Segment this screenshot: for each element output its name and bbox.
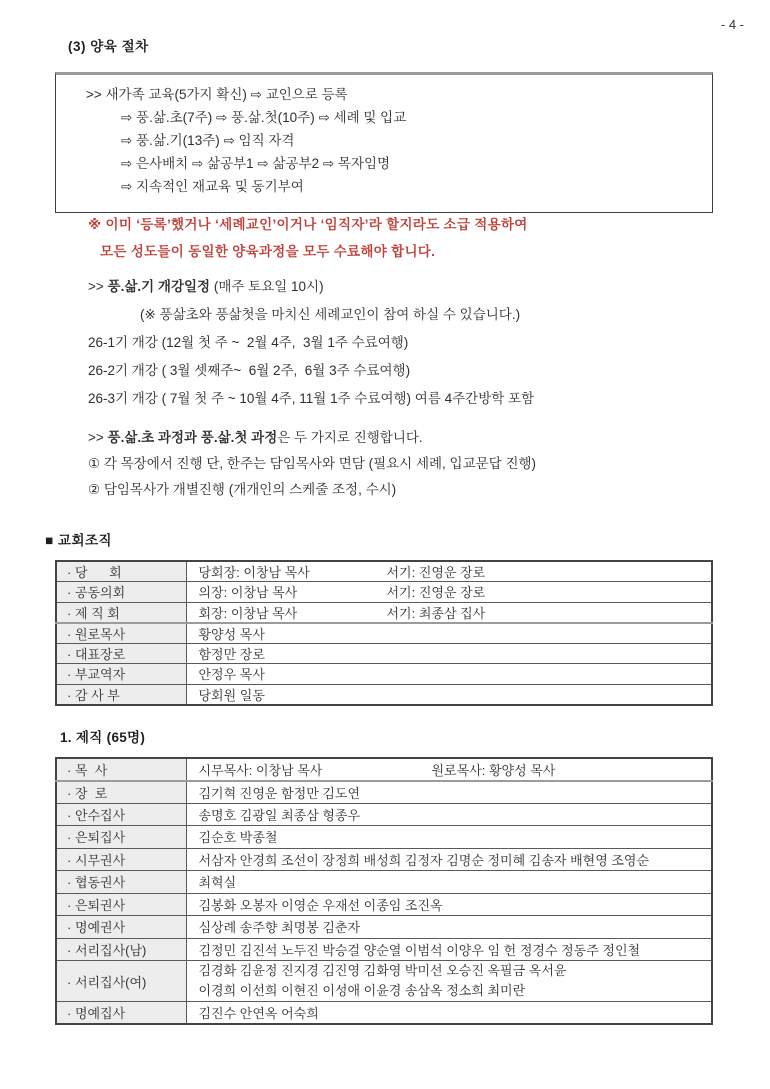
row-value <box>186 1002 712 1025</box>
row-value-part: 황양성 목사 <box>198 626 265 642</box>
table-row <box>56 582 712 603</box>
row-value-part: 송명호 김광일 최종삼 형종우 <box>198 807 361 823</box>
process-section <box>88 424 536 503</box>
table-row <box>56 643 712 664</box>
section-heading: (3) 양육 절차 <box>68 39 149 54</box>
row-label: · 시무권사 <box>56 848 186 871</box>
flow-lines <box>86 83 712 198</box>
table-row <box>56 602 712 623</box>
schedule-items <box>88 329 534 413</box>
table-row <box>56 871 712 894</box>
table-row <box>56 961 712 1002</box>
row-value <box>186 602 712 623</box>
org-section-heading: ■ 교회조직 <box>45 533 113 548</box>
row-label: · 서리집사(여) <box>56 961 186 1002</box>
schedule-title <box>88 273 534 301</box>
staff-section-heading: 1. 제직 (65명) <box>60 730 146 745</box>
table-row <box>56 1002 712 1025</box>
flow-step: ⇨ 은사배치 ⇨ 삶공부1 ⇨ 삶공부2 ⇨ 목자임명 <box>121 156 391 171</box>
row-label: · 은퇴집사 <box>56 826 186 849</box>
row-value-part: 서기: 진영운 장로 <box>386 585 486 601</box>
page-number: - 4 - <box>720 17 744 32</box>
staff-roster-table <box>55 757 713 1025</box>
row-value-part: 김기혁 진영운 함정만 김도연 <box>198 785 361 801</box>
row-label: · 명예권사 <box>56 916 186 939</box>
row-value-part: 김순호 박종철 <box>198 830 278 846</box>
church-organization-table <box>55 560 713 706</box>
row-value-part: 서기: 최종삼 집사 <box>386 605 486 621</box>
row-value <box>186 643 712 664</box>
row-value <box>186 871 712 894</box>
row-value-part: 서기: 진영운 장로 <box>386 565 486 580</box>
row-value-part: 당회장: 이창남 목사 <box>198 565 310 580</box>
row-value-part: 함정만 장로 <box>198 646 265 662</box>
row-value-part: 의장: 이창남 목사 <box>198 585 298 601</box>
process-item: ② 담임목사가 개별진행 (개개인의 스케줄 조정, 수시) <box>88 482 397 497</box>
table-row <box>56 803 712 826</box>
row-label: · 안수집사 <box>56 803 186 826</box>
process-items <box>88 451 536 503</box>
row-value-part: 김봉화 오봉자 이영순 우재선 이종임 조진옥 <box>198 897 443 913</box>
row-value-part: 회장: 이창남 목사 <box>198 605 298 621</box>
row-label: · 원로목사 <box>56 623 186 644</box>
note-line: ※ 이미 ‘등록’했거나 ‘세례교인’이거나 ‘임직자’라 할지라도 소급 적용하여 <box>88 217 528 232</box>
row-value <box>186 848 712 871</box>
schedule-item: 26-3기 개강 ( 7월 첫 주 ~ 10월 4주, 11월 1주 수료여행) 여름 4주간방학 포함 <box>88 391 535 406</box>
row-label: · 당 회 <box>56 561 186 582</box>
table-row <box>56 781 712 804</box>
table-row <box>56 916 712 939</box>
flow-step: ⇨ 풍.삶.초(7주) ⇨ 풍.삶.첫(10주) ⇨ 세례 및 입교 <box>121 110 407 125</box>
row-value <box>186 758 712 781</box>
row-value-line: 이경희 이선희 이현진 이성애 이윤경 송삼옥 정소희 최미란 <box>198 983 526 998</box>
row-label: · 제 직 회 <box>56 602 186 623</box>
flow-step: ⇨ 풍.삶.기(13주) ⇨ 임직 자격 <box>121 133 295 148</box>
row-label: · 목 사 <box>56 758 186 781</box>
row-value-part: 서삼자 안경희 조선이 장정희 배성희 김정자 김명순 정미혜 김송자 배현영 조영순 <box>198 852 650 868</box>
schedule-section <box>88 273 534 413</box>
row-value <box>186 664 712 685</box>
row-value-part: 안정우 목사 <box>198 667 265 683</box>
row-label: · 협동권사 <box>56 871 186 894</box>
flow-step: >> 새가족 교육(5가지 확신) ⇨ 교인으로 등록 <box>86 87 348 102</box>
table-row <box>56 664 712 685</box>
schedule-title-prefix: >> <box>88 279 108 294</box>
schedule-title-rest: (매주 토요일 10시) <box>210 279 324 294</box>
table-row <box>56 893 712 916</box>
row-label: · 부교역자 <box>56 664 186 685</box>
row-value-part: 김정민 김진석 노두진 박승걸 양순열 이범석 이양우 임 헌 정경수 정동주 정인철 <box>198 942 641 958</box>
process-title <box>88 424 536 451</box>
row-value-part: 원로목사: 황양성 목사 <box>431 762 556 778</box>
row-value <box>186 826 712 849</box>
row-label: · 명예집사 <box>56 1002 186 1025</box>
schedule-item: 26-1기 개강 (12월 첫 주 ~ 2월 4주, 3월 1주 수료여행) <box>88 335 409 350</box>
table-row <box>56 561 712 582</box>
row-value-line: 김경화 김윤정 진지경 김진영 김화영 박미선 오승진 옥필금 옥서윤 <box>198 963 567 978</box>
process-title-prefix: >> <box>88 430 108 445</box>
row-label: · 감 사 부 <box>56 684 186 705</box>
row-label: · 은퇴권사 <box>56 893 186 916</box>
table-row <box>56 623 712 644</box>
row-value <box>186 893 712 916</box>
row-value <box>186 938 712 961</box>
row-label: · 장 로 <box>56 781 186 804</box>
row-value <box>186 684 712 705</box>
row-value-part: 최혁실 <box>198 875 237 891</box>
nurture-flow-box <box>55 72 713 213</box>
schedule-title-bold: 풍.삶.기 개강일정 <box>107 279 211 294</box>
row-value-part: 당회원 일동 <box>198 687 265 703</box>
row-value <box>186 803 712 826</box>
table-row <box>56 848 712 871</box>
row-value-part: 김진수 안연옥 어숙희 <box>198 1006 319 1021</box>
row-value <box>186 561 712 582</box>
flow-step: ⇨ 지속적인 재교육 및 동기부여 <box>121 179 304 194</box>
row-value-part: 시무목사: 이창남 목사 <box>198 762 323 778</box>
note-line: 모든 성도들이 동일한 양육과정을 모두 수료해야 합니다. <box>100 244 436 259</box>
table-row <box>56 938 712 961</box>
row-label: · 공동의회 <box>56 582 186 603</box>
process-title-rest: 은 두 가지로 진행합니다. <box>277 430 423 445</box>
schedule-item: 26-2기 개강 ( 3월 셋째주~ 6월 2주, 6월 3주 수료여행) <box>88 363 411 378</box>
table-row <box>56 684 712 705</box>
row-value <box>186 916 712 939</box>
row-value <box>186 623 712 644</box>
row-value <box>186 961 712 1002</box>
process-item: ① 각 목장에서 진행 단, 한주는 담임목사와 면담 (필요시 세례, 입교문답 진행) <box>88 456 537 471</box>
retroactive-note <box>88 211 528 265</box>
row-value <box>186 781 712 804</box>
row-label: · 대표장로 <box>56 643 186 664</box>
row-value <box>186 582 712 603</box>
process-title-bold: 풍.삶.초 과정과 풍.삶.첫 과정 <box>107 430 278 445</box>
table-row <box>56 826 712 849</box>
table-row <box>56 758 712 781</box>
row-label: · 서리집사(남) <box>56 938 186 961</box>
row-value-part: 심상례 송주향 최명봉 김춘자 <box>198 920 361 936</box>
schedule-subnote: (※ 풍삶초와 풍삶첫을 마치신 세례교인이 참여 하실 수 있습니다.) <box>140 307 521 322</box>
